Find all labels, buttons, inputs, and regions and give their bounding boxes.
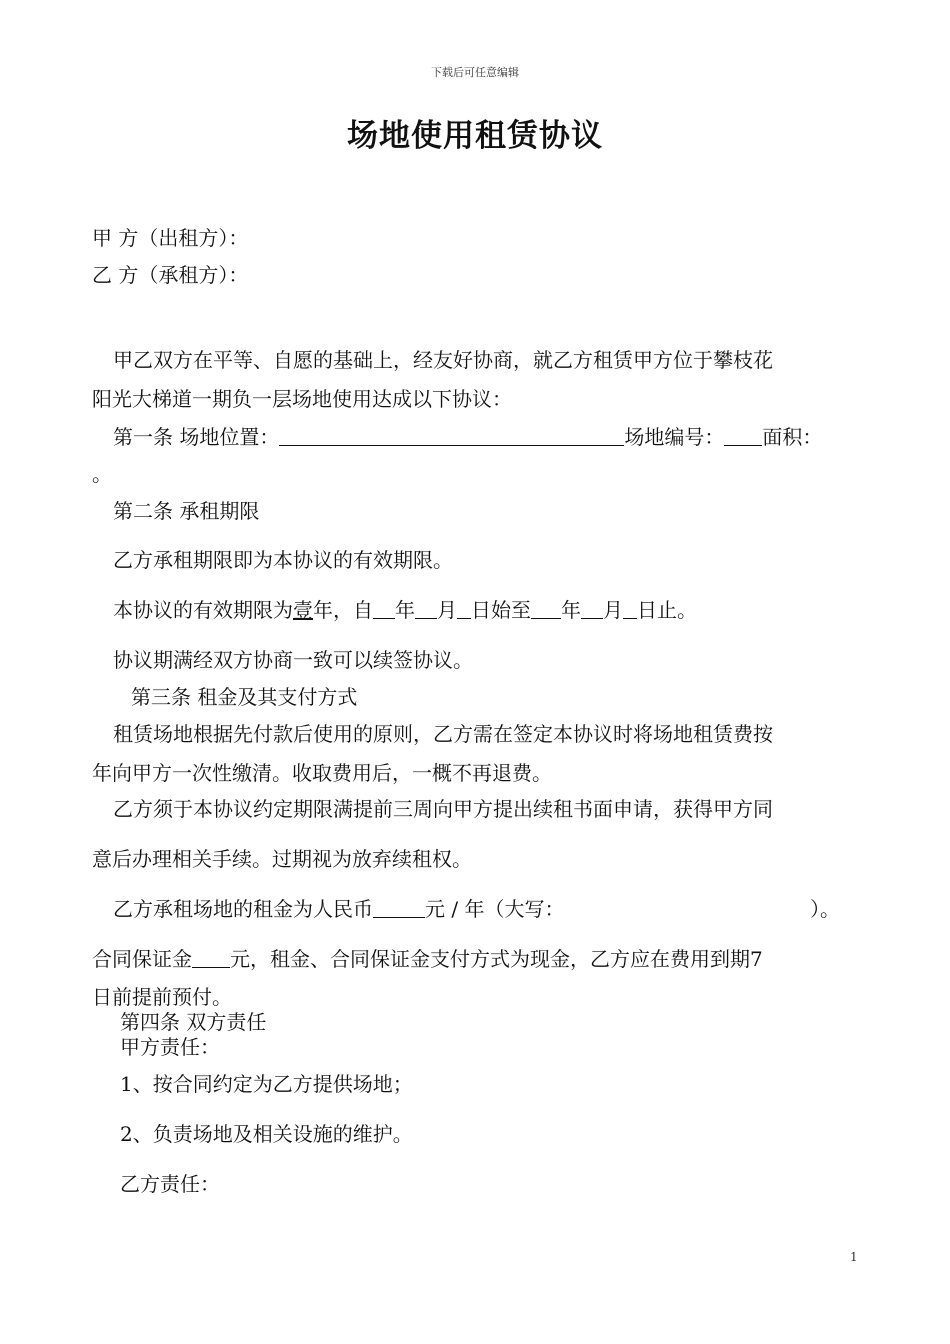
article2-p2 xyxy=(113,598,697,622)
document-title: 场地使用租赁协议 xyxy=(347,118,603,154)
location-blank xyxy=(279,425,624,446)
party-a-duty-1: 1、按合同约定为乙方提供场地； xyxy=(120,1072,413,1096)
party-a-label: 甲 方（出租方）： xyxy=(92,226,249,250)
article3-p2-line2: 意后办理相关手续。过期视为放弃续租权。 xyxy=(92,847,472,871)
rent-amount-blank xyxy=(373,897,425,918)
end-day-blank xyxy=(623,598,637,619)
intro-line-1: 甲乙双方在平等、自愿的基础上，经友好协商，就乙方租赁甲方位于攀枝花 xyxy=(113,348,773,372)
rent-text-a: 乙方承租场地的租金为人民币 xyxy=(113,897,373,921)
article3-p2-line1: 乙方须于本协议约定期限满提前三周向甲方提出续租书面申请，获得甲方同 xyxy=(113,797,773,821)
party-b-label: 乙 方（承租方）： xyxy=(92,263,249,287)
article1-label: 第一条 场地位置： xyxy=(113,425,280,449)
start-month-blank xyxy=(415,598,437,619)
deposit-text-b: 元，租金、合同保证金支付方式为现金，乙方应在费用到期7 xyxy=(230,947,763,971)
deposit-text-a: 合同保证金 xyxy=(92,947,192,971)
term-text-a: 本协议的有效期限为 xyxy=(113,598,293,622)
article1-end: 。 xyxy=(92,462,112,486)
article3-heading: 第三条 租金及其支付方式 xyxy=(131,685,358,709)
term-years: 壹 xyxy=(293,598,313,622)
end-year-blank xyxy=(531,598,561,619)
page-header-note: 下载后可任意编辑 xyxy=(431,66,519,79)
start-month-label: 月 xyxy=(437,598,457,622)
article3-p1-line2: 年向甲方一次性缴清。收取费用后，一概不再退费。 xyxy=(92,761,552,785)
term-text-b: 年，自 xyxy=(313,598,373,622)
article1-number-label: 场地编号： xyxy=(624,425,725,449)
term-text-d: 日止。 xyxy=(637,598,697,622)
start-day-blank xyxy=(457,598,471,619)
article1-line xyxy=(113,425,822,449)
article2-heading: 第二条 承租期限 xyxy=(113,499,260,523)
end-month-label: 月 xyxy=(603,598,623,622)
party-b-duties-heading: 乙方责任： xyxy=(120,1172,220,1196)
rent-text-c: ）。 xyxy=(810,897,840,921)
deposit-amount-blank xyxy=(192,947,230,968)
article3-p4 xyxy=(92,947,763,971)
start-year-blank xyxy=(373,598,395,619)
page-number: 1 xyxy=(850,1250,858,1264)
end-year-label: 年 xyxy=(561,598,581,622)
party-a-duty-2: 2、负责场地及相关设施的维护。 xyxy=(120,1122,413,1146)
article4-heading: 第四条 双方责任 xyxy=(120,1010,267,1034)
article3-p4-line2: 日前提前预付。 xyxy=(92,985,232,1009)
rent-text-b: 元 / 年（大写： xyxy=(425,897,565,921)
article3-p1-line1: 租赁场地根据先付款后使用的原则，乙方需在签定本协议时将场地租赁费按 xyxy=(113,722,773,746)
party-a-duties-heading: 甲方责任： xyxy=(120,1035,220,1059)
article2-p1: 乙方承租期限即为本协议的有效期限。 xyxy=(113,548,453,572)
start-year-label: 年 xyxy=(395,598,415,622)
end-month-blank xyxy=(581,598,603,619)
number-blank xyxy=(724,425,762,446)
article1-area-label: 面积： xyxy=(762,425,823,449)
article3-p3 xyxy=(113,897,564,921)
term-text-c: 日始至 xyxy=(471,598,531,622)
article2-p3: 协议期满经双方协商一致可以续签协议。 xyxy=(113,648,473,672)
intro-line-2: 阳光大梯道一期负一层场地使用达成以下协议： xyxy=(92,387,512,411)
